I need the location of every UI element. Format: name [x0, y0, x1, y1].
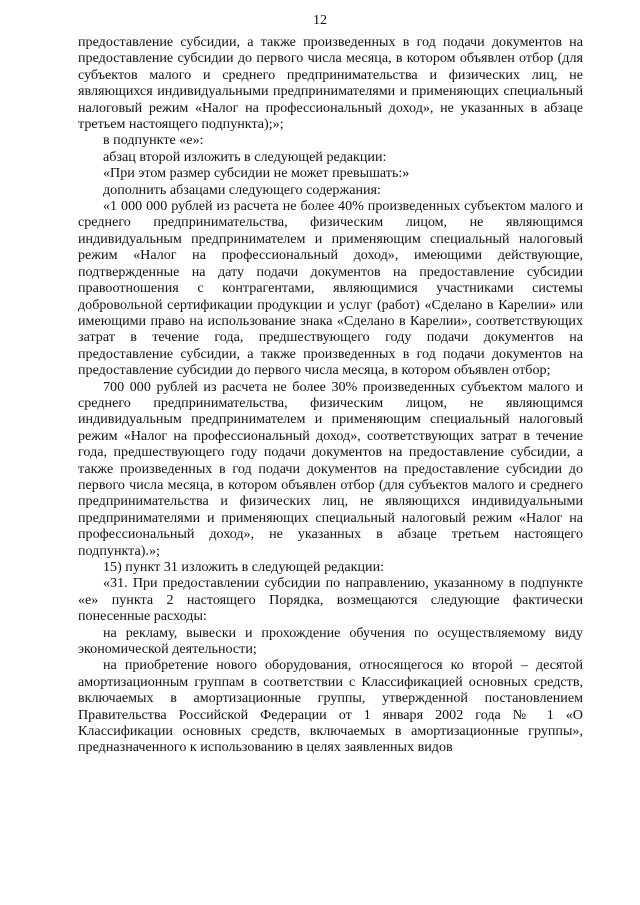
paragraph: «При этом размер субсидии не может превышать:»: [103, 165, 410, 182]
page-number: 12: [313, 13, 327, 28]
paragraph: «1 000 000 рублей из расчета не более 40% произведенных субъектом малого и среднего предпринимательства, физическим лицом, не являющимся индивидуальным предпринимателем и применяющим специальный налоговый режим «Налог на профессиональный доход», имеющими действующие, подтвержденные на дату подачи документов на предоставление субсидии правоотношения с контрагентами, являющимися участниками системы добровольной сертификации продукции и услуг (работ) «Сделано в Карелии» или имеющими право на использование знака «Сделано в Карелии», соответствующих затрат в течение года, предшествующего году подачи документов на предоставление субсидии, а также произведенных в год подачи документов на предоставление субсидии до первого числа месяца, в котором объявлен отбор;: [78, 198, 583, 379]
paragraph: дополнить абзацами следующего содержания:: [103, 181, 381, 198]
paragraph: «31. При предоставлении субсидии по направлению, указанному в подпункте «е» пункта 2 настоящего Порядка, возмещаются следующие фактически понесенные расходы:: [78, 575, 583, 625]
document-body: [78, 34, 583, 756]
paragraph: на рекламу, вывески и прохождение обучения по осуществляемому виду экономической деятельности;: [78, 624, 583, 658]
paragraph: в подпункте «е»:: [103, 132, 204, 149]
paragraph: на приобретение нового оборудования, относящегося ко второй – десятой амортизационным группам в соответствии с Классификацией основных средств, включаемых в амортизационные группы, утвержденной постановлением Правительства Российской Федерации от 1 января 2002 года № 1 «О Классификации основных средств, включаемых в амортизационные группы», предназначенного к использованию в целях заявленных видов: [78, 657, 583, 756]
paragraph: 15) пункт 31 изложить в следующей редакции:: [103, 559, 385, 575]
paragraph: 700 000 рублей из расчета не более 30% произведенных субъектом малого и среднего предпринимательства, физическим лицом, не являющимся индивидуальным предпринимателем и применяющим специальный налоговый режим «Налог на профессиональный доход», соответствующих затрат в течение года, предшествующего году подачи документов на предоставление субсидии, а также произведенных в год подачи документов на предоставление субсидии до первого числа месяца, в котором объявлен отбор (для субъектов малого и среднего предпринимательства и физических лиц, не являющихся индивидуальными предпринимателями и применяющих специальный налоговый режим «Налог на профессиональный доход», не указанных в абзаце третьем настоящего подпункта).»;: [78, 378, 583, 559]
paragraph: предоставление субсидии, а также произведенных в год подачи документов на предоставление субсидии до первого числа месяца, в котором объявлен отбор (для субъектов малого и среднего предпринимательства и физических лиц, не являющихся индивидуальными предпринимателями и применяющих специальный налоговый режим «Налог на профессиональный доход», не указанных в абзаце третьем настоящего подпункта);»;: [78, 34, 583, 133]
paragraph: абзац второй изложить в следующей редакции:: [103, 148, 387, 165]
